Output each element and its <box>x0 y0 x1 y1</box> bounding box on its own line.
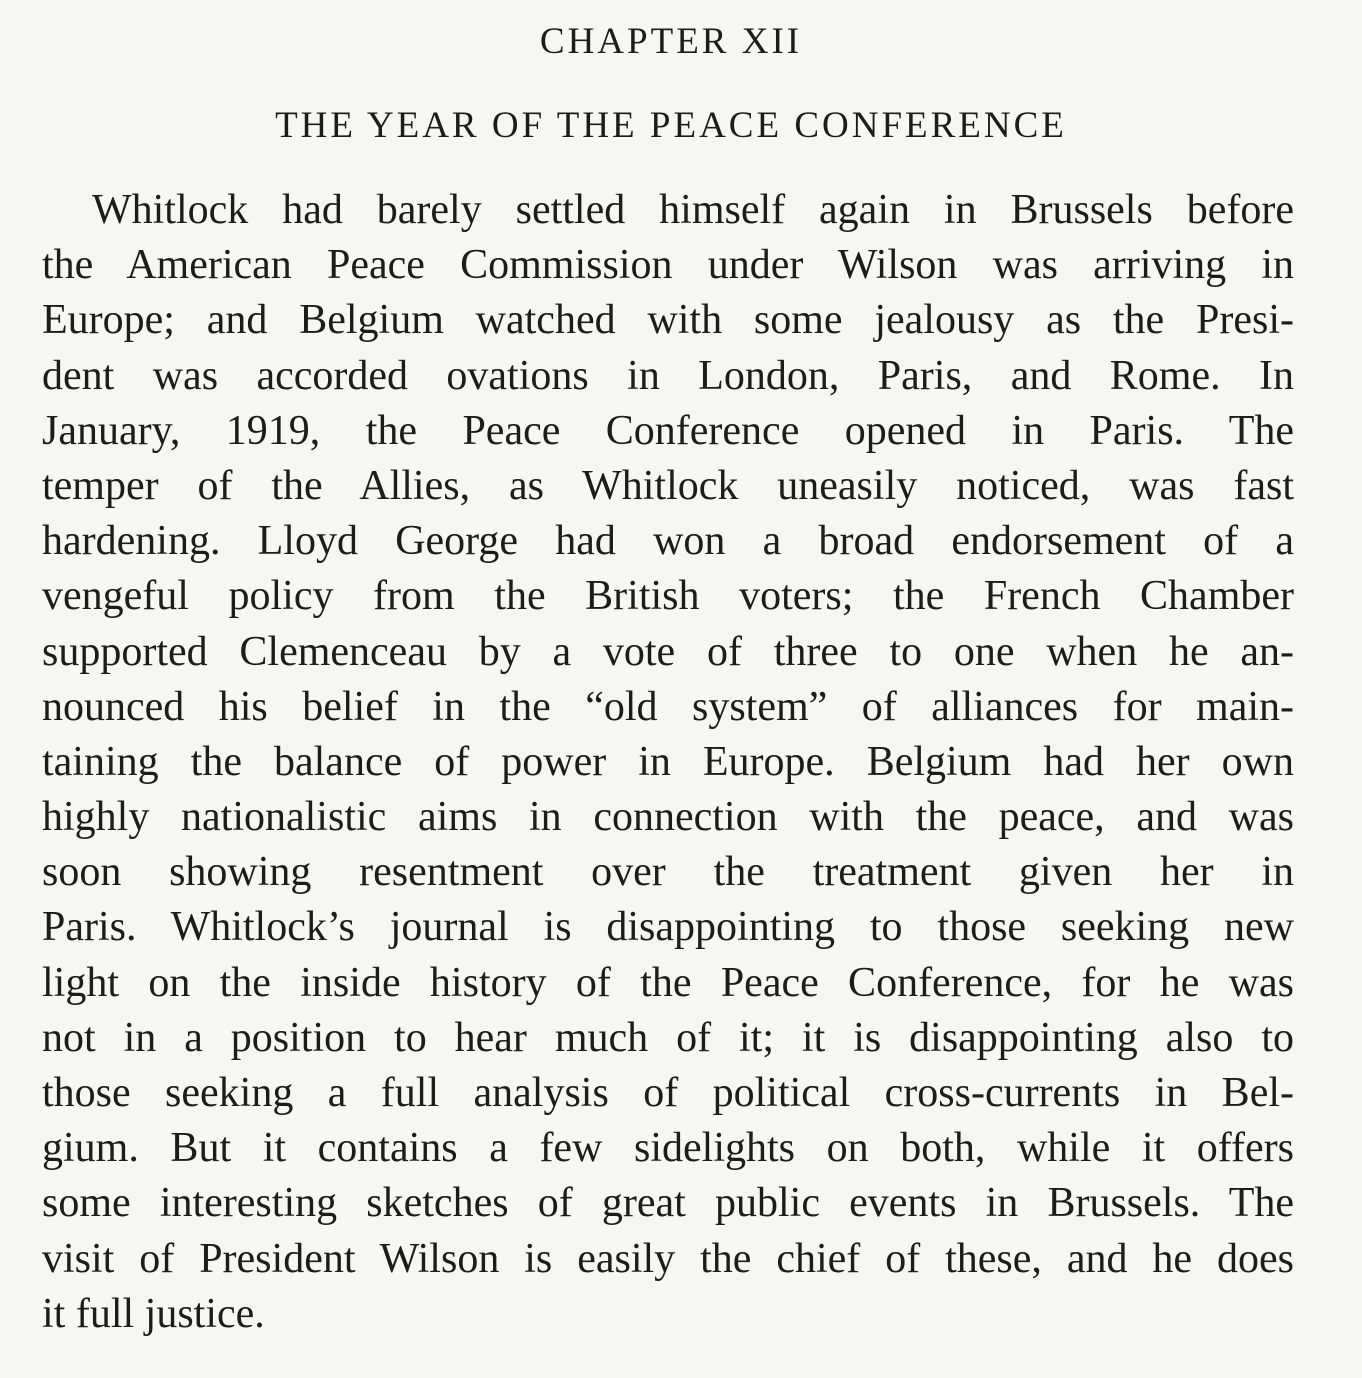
paragraph-line: those seeking a full analysis of political cross-currents in Bel- <box>42 1070 1294 1116</box>
paragraph-line: Whitlock had barely settled himself again in Brussels before <box>92 187 1294 233</box>
paragraph-line: light on the inside history of the Peace Conference, for he was <box>42 959 1294 1006</box>
body-paragraph <box>42 183 1294 1342</box>
chapter-title: THE YEAR OF THE PEACE CONFERENCE <box>275 105 1067 146</box>
paragraph-line: dent was accorded ovations in London, Paris, and Rome. In <box>42 352 1294 399</box>
paragraph-line: gium. But it contains a few sidelights on both, while it offers <box>42 1125 1294 1172</box>
paragraph-line: some interesting sketches of great public events in Brussels. The <box>42 1180 1294 1227</box>
paragraph-line: soon showing resentment over the treatment given her in <box>42 849 1294 896</box>
paragraph-line: vengeful policy from the British voters; the French Chamber <box>42 573 1294 620</box>
paragraph-line: highly nationalistic aims in connection with the peace, and was <box>42 794 1294 841</box>
paragraph-line: nounced his belief in the “old system” of alliances for main- <box>42 683 1294 730</box>
paragraph-line: January, 1919, the Peace Conference opened in Paris. The <box>42 407 1294 454</box>
paragraph-line: it full justice. <box>42 1290 265 1337</box>
chapter-number: CHAPTER XII <box>539 21 803 62</box>
paragraph-line: the American Peace Commission under Wilson was arriving in <box>42 242 1294 289</box>
paragraph-line: visit of President Wilson is easily the chief of these, and he does <box>42 1235 1294 1282</box>
paragraph-line: hardening. Lloyd George had won a broad endorsement of a <box>42 518 1294 565</box>
paragraph-line: supported Clemenceau by a vote of three to one when he an- <box>42 628 1294 675</box>
paragraph-line: taining the balance of power in Europe. Belgium had her own <box>42 738 1294 785</box>
paragraph-line: Europe; and Belgium watched with some jealousy as the Presi- <box>42 297 1294 344</box>
paragraph-line: not in a position to hear much of it; it is disappointing also to <box>42 1014 1294 1061</box>
paragraph-line: Paris. Whitlock’s journal is disappointing to those seeking new <box>42 904 1294 951</box>
paragraph-line: temper of the Allies, as Whitlock uneasily noticed, was fast <box>42 462 1294 509</box>
